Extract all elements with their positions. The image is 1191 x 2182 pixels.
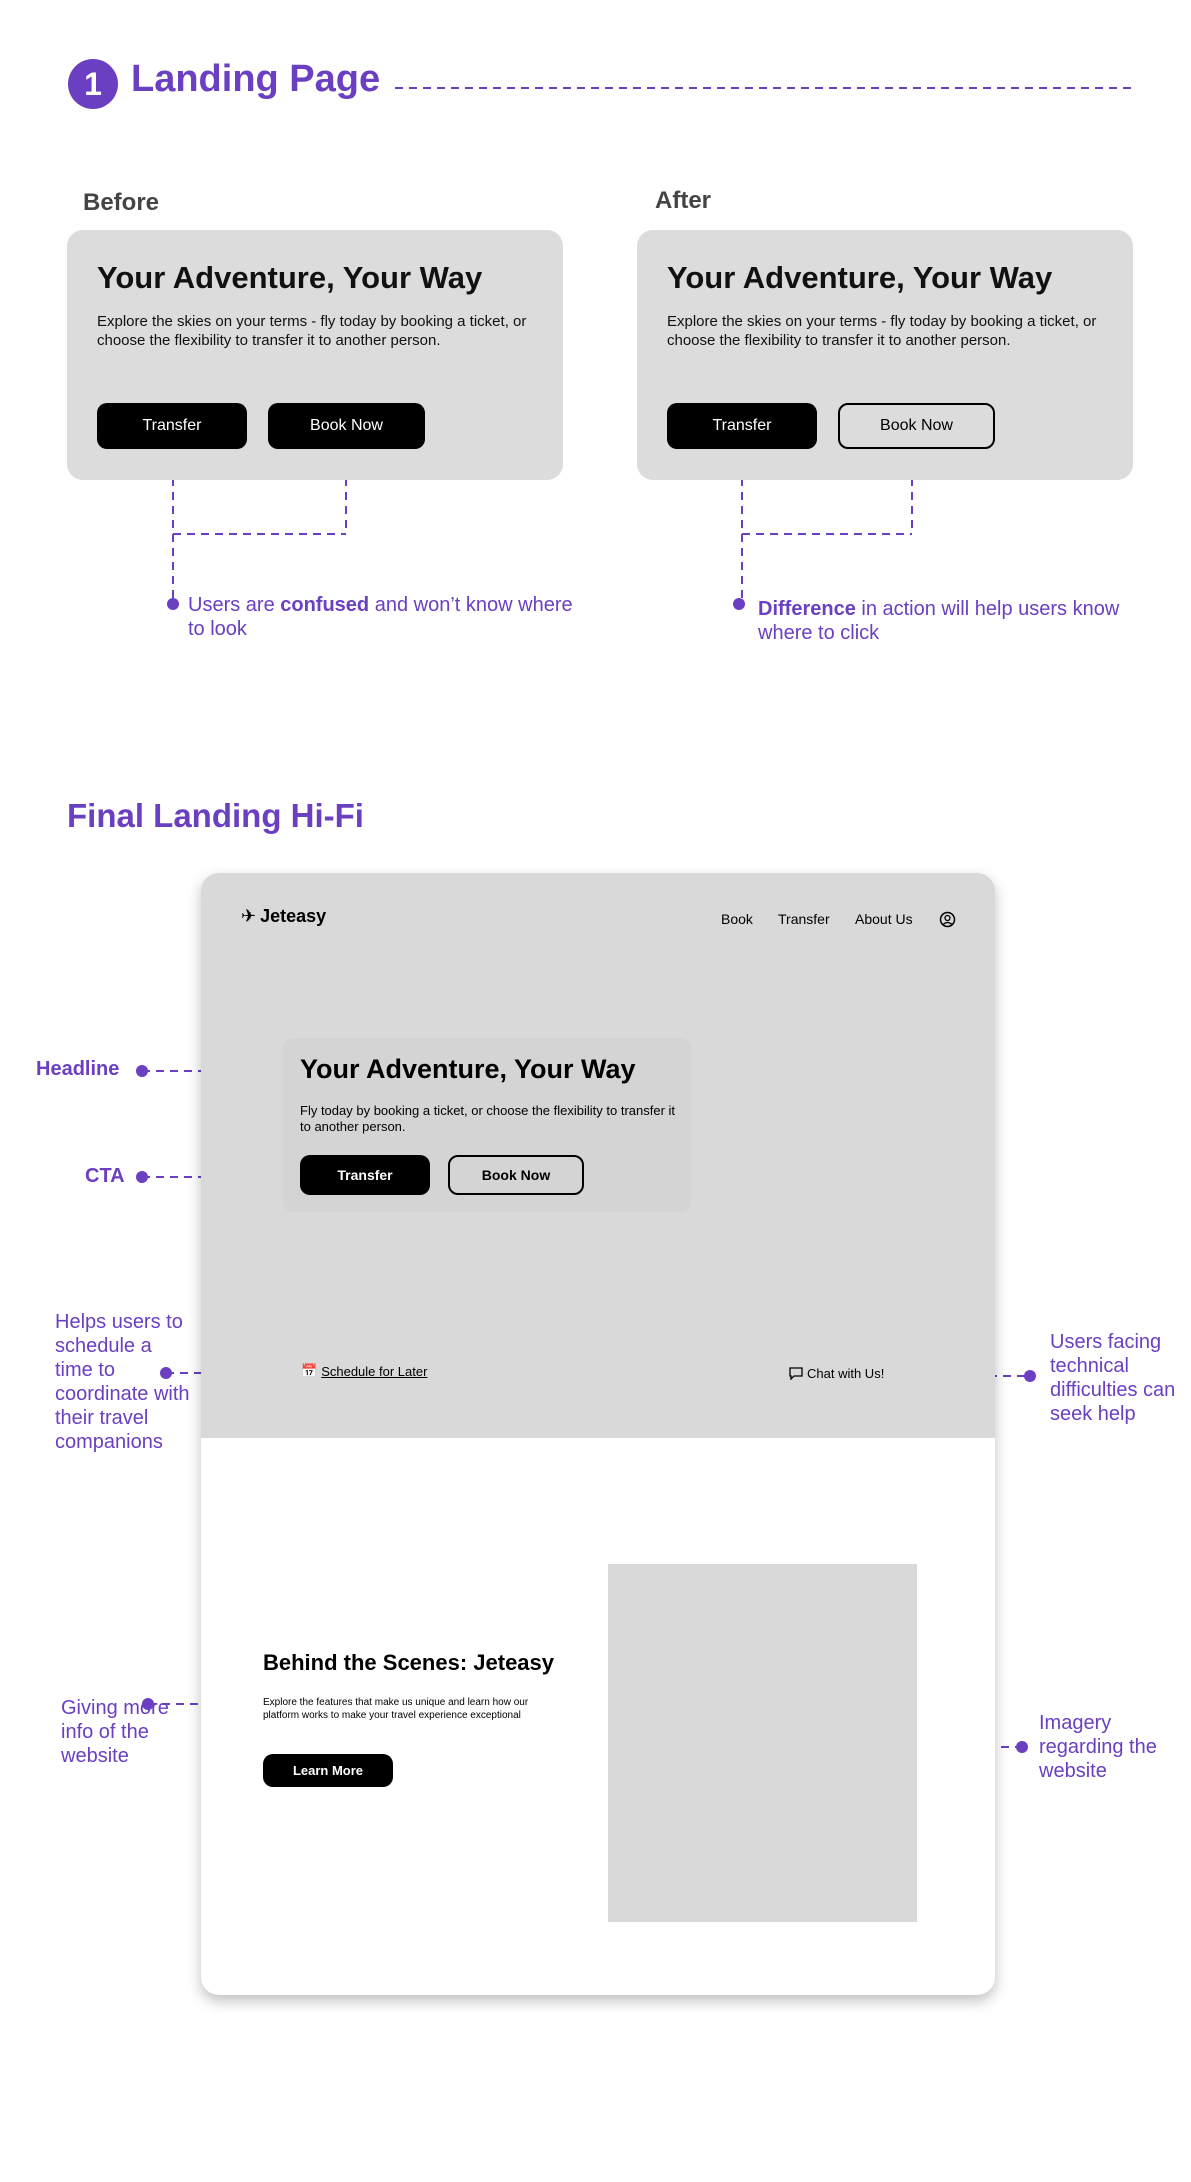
plane-icon: ✈ <box>241 906 257 926</box>
nav-transfer[interactable]: Transfer <box>778 911 830 927</box>
imagery-annotation: Imagery regarding the website <box>1039 1712 1157 1782</box>
schedule-for-later-link[interactable] <box>301 1363 427 1379</box>
after-transfer-button[interactable]: Transfer <box>667 403 817 449</box>
hero-transfer-button[interactable]: Transfer <box>300 1155 430 1195</box>
chat-label: Chat with Us! <box>807 1366 885 1381</box>
image-placeholder <box>608 1564 917 1922</box>
chat-bubble-icon <box>789 1367 803 1380</box>
after-label: After <box>655 187 712 214</box>
headline-annotation: Headline <box>36 1058 120 1080</box>
user-circle-icon[interactable] <box>939 911 956 928</box>
after-card <box>637 230 1133 480</box>
hifi-mockup <box>201 873 995 1995</box>
before-note: Users are confused and won’t know where to look <box>188 594 573 640</box>
hero-headline: Your Adventure, Your Way <box>300 1054 636 1084</box>
nav-book[interactable]: Book <box>721 911 753 927</box>
before-transfer-button[interactable]: Transfer <box>97 403 247 449</box>
before-card <box>67 230 563 480</box>
schedule-annotation: Helps users to schedule a time to coordinate with their travel companions <box>55 1311 190 1453</box>
bts-description: Explore the features that make us unique and learn how our platform works to make your travel experience exceptional <box>263 1697 529 1721</box>
logo[interactable] <box>241 906 326 927</box>
final-section-title: Final Landing Hi-Fi <box>67 797 364 834</box>
chat-with-us-link[interactable] <box>789 1366 884 1381</box>
after-card-title: Your Adventure, Your Way <box>667 260 1053 295</box>
after-note: Difference in action will help users know where to click <box>758 598 1120 644</box>
bts-title: Behind the Scenes: Jeteasy <box>263 1650 555 1675</box>
schedule-label: Schedule for Later <box>321 1363 428 1379</box>
after-card-desc: Explore the skies on your terms - fly today by booking a ticket, or choose the flexibility to transfer it to another person. <box>667 313 1097 349</box>
logo-text: Jeteasy <box>260 906 327 926</box>
hero-card <box>283 1038 691 1212</box>
learn-more-button[interactable]: Learn More <box>263 1754 393 1787</box>
nav-about-us[interactable]: About Us <box>855 911 913 927</box>
section-number-badge: 1 <box>68 59 118 109</box>
before-card-title: Your Adventure, Your Way <box>97 260 483 295</box>
cta-annotation: CTA <box>85 1165 125 1187</box>
after-book-now-button[interactable]: Book Now <box>838 403 995 449</box>
before-book-now-button[interactable]: Book Now <box>268 403 425 449</box>
hero-section <box>201 873 995 1438</box>
info-annotation: Giving more info of the website <box>61 1697 169 1767</box>
before-label: Before <box>83 189 160 216</box>
section-title: Landing Page <box>131 58 381 100</box>
chat-annotation: Users facing technical difficulties can seek help <box>1050 1331 1176 1425</box>
hero-book-now-button[interactable]: Book Now <box>448 1155 584 1195</box>
hero-description: Fly today by booking a ticket, or choose the flexibility to transfer it to another person. <box>300 1103 676 1134</box>
before-card-desc: Explore the skies on your terms - fly today by booking a ticket, or choose the flexibility to transfer it to another person. <box>97 313 527 349</box>
calendar-icon: 📅 <box>301 1363 318 1378</box>
